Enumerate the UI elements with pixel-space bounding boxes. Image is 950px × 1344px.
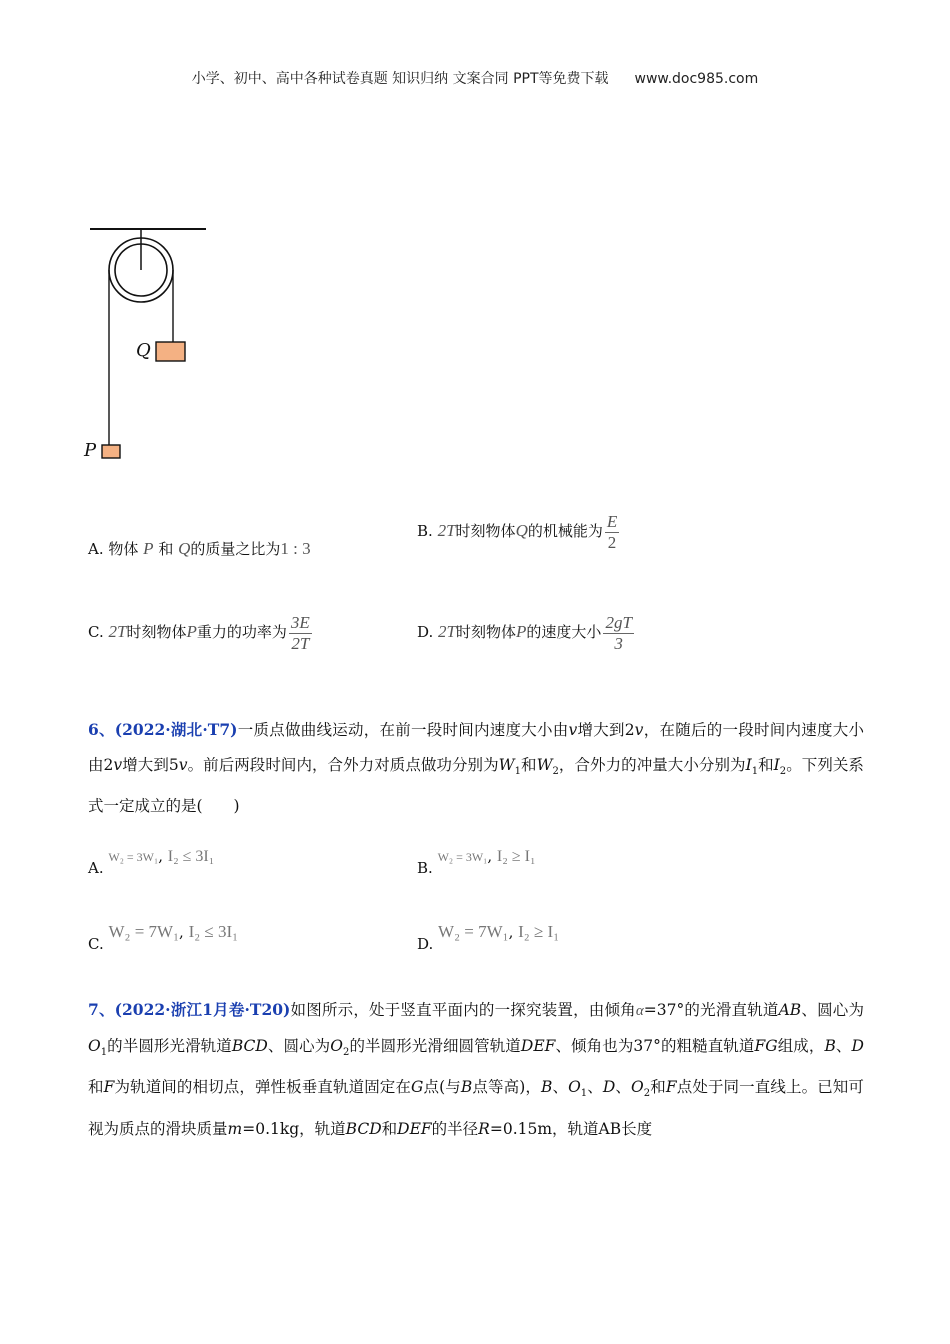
q6-var: v [178, 755, 188, 774]
q6-d-label: D. [417, 935, 434, 953]
q6-text: 一质点做曲线运动，在前一段时间内速度大小由 [237, 721, 569, 739]
q6-text: 。前后两段时间内，合外力对质点做功分别为 [187, 755, 499, 774]
q6-text: 和 [758, 755, 774, 774]
q7-sub: 1 [100, 1046, 108, 1058]
q7-var: B [460, 1078, 473, 1097]
q6-sub: 2 [779, 765, 787, 777]
q5-option-a[interactable] [88, 538, 311, 559]
q6-d-w: W₂ = 7W₁ [438, 922, 509, 941]
q6-b-w: W₂ = 3W₁ [437, 850, 488, 864]
q5-c-text: 重力的功率为 [196, 623, 287, 642]
q6-stem [88, 713, 864, 824]
q5-c-t: 2T [108, 622, 127, 642]
q7-sub: 2 [643, 1088, 651, 1100]
q6-sub: 1 [751, 765, 759, 777]
q7-var: DEF [397, 1119, 432, 1138]
q6-number: 6、(2022·湖北·T7) [88, 720, 238, 739]
q7-var: B [540, 1078, 553, 1097]
q7-var: G [411, 1078, 424, 1097]
q5-a-p: P [143, 539, 154, 558]
q5-b-mid: 时刻物体 [455, 522, 516, 541]
q7-text: 的半径 [431, 1119, 479, 1138]
q6-b-i: I₂ ≥ I₁ [496, 848, 536, 865]
q7-sub: 2 [342, 1046, 350, 1058]
header-text: 小学、初中、高中各种试卷真题 知识归纳 文案合同 PPT等免费下载 [191, 71, 609, 87]
q5-option-d[interactable] [417, 613, 636, 653]
q5-d-den: 3 [614, 633, 623, 653]
q7-text: 和 [381, 1119, 398, 1138]
q5-b-num: E [606, 512, 618, 531]
q7-text: 的半圆形光滑轨道 [107, 1036, 232, 1055]
block-q [156, 342, 185, 361]
q7-text: =0.15m，轨道AB长度 [489, 1119, 653, 1138]
q7-text: 、 [552, 1078, 569, 1097]
q7-text: =0.1kg，轨道 [242, 1119, 346, 1138]
q5-a-text: 的质量之比为 [190, 540, 281, 558]
q6-var: v [568, 721, 578, 739]
q7-text: 、倾角也为37°的粗糙直轨道 [555, 1036, 755, 1055]
q5-b-q: Q [515, 521, 528, 541]
q7-text: 、 [835, 1036, 852, 1055]
q6-text: ，合外力的冲量大小分别为 [558, 755, 746, 774]
q6-text: ，在随后的一段时间内速度大小由2 [88, 721, 864, 774]
q7-var: BCD [231, 1036, 268, 1055]
q7-var: B [824, 1036, 836, 1055]
q7-var: BCD [345, 1119, 382, 1138]
q5-a-mid: 和 [158, 540, 174, 558]
q6-b-label: B. [417, 859, 433, 877]
q7-var: O [330, 1036, 343, 1055]
q7-var: R [478, 1119, 490, 1138]
q6-text: 和 [520, 755, 537, 774]
q7-text: 如图所示，处于竖直平面内的一探究装置，由倾角 [290, 1001, 636, 1019]
q5-d-mid: 时刻物体 [456, 623, 517, 642]
q6-option-c[interactable]: C. W₂ = 7W₁, I₂ ≤ 3I₁ [88, 922, 239, 953]
q7-var: O [568, 1078, 581, 1097]
q6-a-label: A. [88, 859, 104, 877]
q7-text: 点等高)， [472, 1078, 541, 1097]
q6-c-i: I₂ ≤ 3I₁ [188, 922, 239, 941]
header-site[interactable]: www.doc985.com [634, 71, 759, 87]
q6-var: v [634, 721, 644, 739]
q6-option-d[interactable]: D. W₂ = 7W₁, I₂ ≥ I₁ [417, 922, 560, 953]
q7-text: 的半圆形光滑细圆管轨道 [349, 1036, 521, 1055]
q6-sub: 1 [514, 765, 521, 777]
q5-c-den: 2T [291, 633, 310, 653]
q7-text: 、 [587, 1078, 603, 1097]
q7-number: 7、(2022·浙江1月卷·T20) [88, 1000, 291, 1019]
q6-text: 。下列关系式一定成立的是( ) [88, 755, 864, 816]
q5-c-p: P [186, 622, 197, 642]
q7-text: 点(与 [423, 1078, 461, 1097]
q5-option-c[interactable] [88, 613, 314, 653]
q5-c-prefix: C. [88, 623, 104, 642]
q7-text: 为轨道间的相切点，弹性板垂直轨道固定在 [114, 1078, 412, 1097]
q6-c-w: W₂ = 7W₁ [108, 922, 180, 941]
q6-option-a[interactable]: A. W₂ = 3W₁, I₂ ≤ 3I₁ [88, 847, 215, 877]
q6-sub: 2 [552, 765, 559, 777]
q6-c-label: C. [88, 935, 104, 953]
pulley-figure [80, 220, 220, 469]
q6-var: W [498, 755, 515, 774]
q5-option-b[interactable] [417, 512, 621, 552]
q5-d-t: 2T [438, 622, 457, 642]
q6-a-i: I₂ ≤ 3I₁ [167, 848, 215, 865]
q6-d-i: I₂ ≥ I₁ [518, 922, 560, 941]
q6-var: W [536, 755, 553, 774]
q7-var: F [103, 1078, 115, 1097]
q7-var: m [227, 1119, 243, 1138]
q5-d-fraction [603, 613, 633, 653]
label-p: P [84, 440, 97, 461]
q6-var: I [745, 755, 752, 774]
q7-var: FG [754, 1036, 778, 1055]
q5-a-ratio: 1 : 3 [280, 539, 311, 558]
q7-var: O [631, 1078, 644, 1097]
q7-var: DEF [520, 1036, 556, 1055]
q5-c-mid: 时刻物体 [126, 623, 187, 642]
q6-var: I [773, 755, 780, 774]
q5-b-den: 2 [607, 532, 617, 552]
q7-text: 和 [88, 1078, 104, 1097]
q7-text: 、圆心为 [801, 1001, 864, 1019]
q7-text: 和 [650, 1078, 666, 1097]
q7-sub: 1 [580, 1088, 588, 1100]
page-header [0, 68, 950, 88]
q6-option-b[interactable]: B. W₂ = 3W₁, I₂ ≥ I₁ [417, 847, 536, 877]
q5-d-p: P [516, 622, 527, 642]
q5-a-q: Q [178, 539, 191, 558]
q5-b-text: 的机械能为 [527, 522, 603, 541]
q7-text: 点处于同一直线上。已知可视为质点的滑块质量 [88, 1078, 864, 1138]
q6-a-w: W₂ = 3W₁ [108, 850, 159, 864]
q5-d-prefix: D. [417, 623, 434, 642]
block-p [102, 445, 120, 458]
q7-var: F [665, 1078, 677, 1097]
q7-stem [88, 993, 864, 1146]
label-q: Q [136, 340, 151, 361]
q7-var: O [88, 1036, 101, 1055]
q7-text: =37°的光滑直轨道 [643, 1001, 779, 1019]
q7-var: D [602, 1078, 616, 1097]
q5-d-num: 2gT [605, 613, 632, 632]
q6-var: v [113, 755, 123, 774]
q7-var: D [851, 1036, 864, 1055]
q7-text: 、 [615, 1078, 632, 1097]
q7-text: 组成， [777, 1036, 825, 1055]
q5-a-prefix: A. 物体 [88, 540, 139, 558]
q5-b-prefix: B. [417, 522, 433, 541]
q5-b-fraction [605, 512, 619, 552]
q5-c-num: 3E [290, 613, 310, 632]
q7-alpha: α [635, 1003, 644, 1019]
q6-text: 增大到2 [577, 721, 635, 739]
q5-b-t: 2T [437, 521, 456, 541]
q7-text: 、圆心为 [267, 1036, 331, 1055]
q5-d-text: 的速度大小 [526, 623, 602, 642]
q5-c-fraction [289, 613, 312, 653]
q7-var: AB [778, 1001, 802, 1019]
q6-text: 增大到5 [122, 755, 179, 774]
